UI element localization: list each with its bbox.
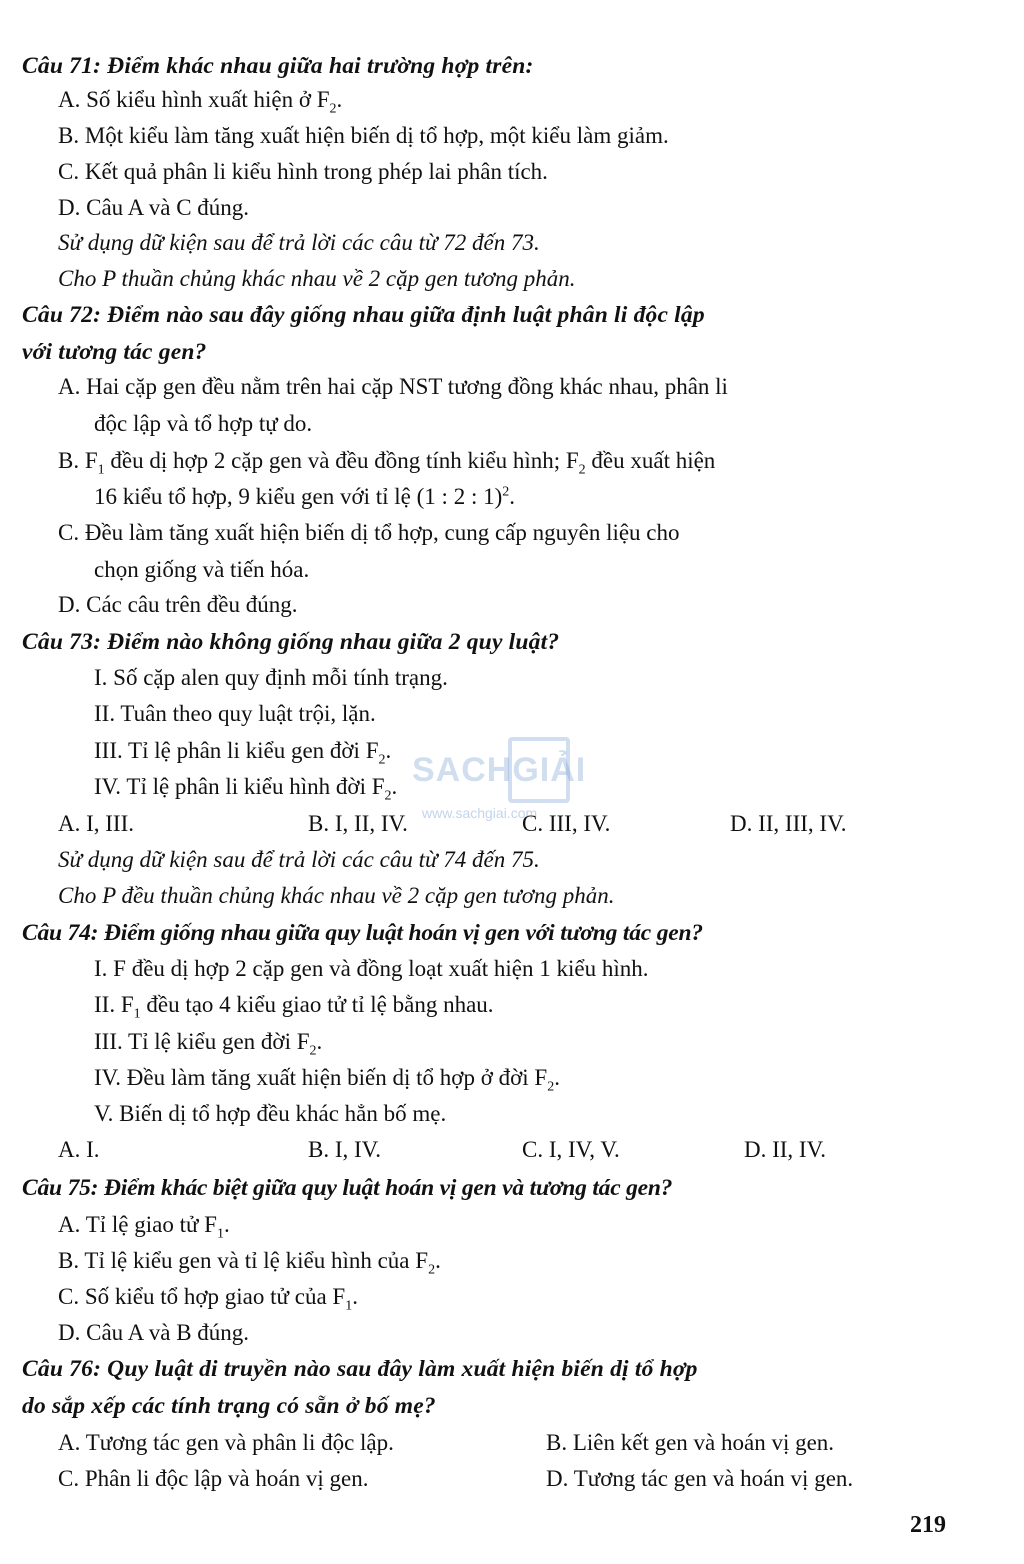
question-74-item-v: V. Biến dị tổ hợp đều khác hẳn bố mẹ. (94, 1101, 447, 1126)
question-72-option-a-line1: A. Hai cặp gen đều nằm trên hai cặp NST tương đồng khác nhau, phân li (58, 374, 728, 399)
question-72-option-c-line1: C. Đều làm tăng xuất hiện biến dị tổ hợp, cung cấp nguyên liệu cho (58, 520, 680, 545)
question-75-option-d: D. Câu A và B đúng. (58, 1320, 250, 1345)
question-73-title: Câu 73: Điểm nào không giống nhau giữa 2 quy luật? (22, 629, 560, 655)
question-71-option-d: D. Câu A và C đúng. (58, 195, 250, 220)
question-74-title: Câu 74: Điểm giống nhau giữa quy luật hoán vị gen với tương tác gen? (22, 920, 703, 946)
question-74-item-ii: II. $F_1$ đều tạo 4 kiểu giao tử tỉ lệ bằng nhau. (94, 992, 494, 1022)
question-74-item-i: I. F đều dị hợp 2 cặp gen và đồng loạt xuất hiện 1 kiểu hình. (94, 956, 649, 981)
question-72-option-a-line2: độc lập và tổ hợp tự do. (94, 411, 313, 436)
question-73-option-b: B. I, II, IV. (308, 811, 408, 836)
question-72-option-b-line1: B. $F_1$ đều dị hợp 2 cặp gen và đều đồng tính kiểu hình; $F_2$ đều xuất hiện (58, 448, 716, 478)
question-75-option-c: C. Số kiểu tổ hợp giao tử của $F_1$. (58, 1284, 358, 1314)
question-73-item-iv: IV. Tỉ lệ phân li kiểu hình đời $F_2$. (94, 774, 398, 804)
question-76-option-c: C. Phân li độc lập và hoán vị gen. (58, 1466, 369, 1491)
instruction-72-73-line2: Cho P thuần chủng khác nhau về 2 cặp gen tương phản. (58, 266, 576, 291)
question-71-title: Câu 71: Điểm khác nhau giữa hai trường hợp trên: (22, 53, 534, 79)
watermark-brand: SACHGIẢI (412, 751, 587, 789)
question-73-item-ii: II. Tuân theo quy luật trội, lặn. (94, 701, 376, 726)
instruction-74-75-line2: Cho P đều thuần chủng khác nhau về 2 cặp gen tương phản. (58, 883, 615, 908)
question-73-option-a: A. I, III. (58, 811, 134, 836)
instruction-74-75-line1: Sử dụng dữ kiện sau để trả lời các câu từ 74 đến 75. (58, 847, 540, 872)
question-71-option-c: C. Kết quả phân li kiểu hình trong phép lai phân tích. (58, 159, 548, 184)
question-76-title-line1: Câu 76: Quy luật di truyền nào sau đây làm xuất hiện biến dị tổ hợp (22, 1356, 698, 1382)
question-76-title-line2: do sắp xếp các tính trạng có sẵn ở bố mẹ? (22, 1393, 436, 1419)
page-number: 219 (910, 1512, 946, 1538)
question-73-item-i: I. Số cặp alen quy định mỗi tính trạng. (94, 665, 448, 690)
instruction-72-73-line1: Sử dụng dữ kiện sau để trả lời các câu từ 72 đến 73. (58, 230, 540, 255)
question-71-option-a: A. Số kiểu hình xuất hiện ở $F_2$. (58, 87, 343, 117)
question-72-option-b-line2: 16 kiểu tổ hợp, 9 kiểu gen với tỉ lệ (1 : 2 : 1)$^2$. (94, 484, 515, 509)
question-74-option-d: D. II, IV. (744, 1137, 826, 1162)
question-73-option-d: D. II, III, IV. (730, 811, 847, 836)
question-74-option-b: B. I, IV. (308, 1137, 382, 1162)
question-74-item-iv: IV. Đều làm tăng xuất hiện biến dị tổ hợp ở đời $F_2$. (94, 1065, 560, 1095)
question-73-option-c: C. III, IV. (522, 811, 611, 836)
question-72-title-line1: Câu 72: Điểm nào sau đây giống nhau giữa định luật phân li độc lập (22, 302, 705, 328)
question-74-option-c: C. I, IV, V. (522, 1137, 620, 1162)
question-76-option-d: D. Tương tác gen và hoán vị gen. (546, 1466, 854, 1491)
question-71-option-b: B. Một kiểu làm tăng xuất hiện biến dị tổ hợp, một kiểu làm giảm. (58, 123, 669, 148)
watermark-logo-box (508, 737, 570, 803)
question-76-option-a: A. Tương tác gen và phân li độc lập. (58, 1430, 394, 1455)
question-74-option-a: A. I. (58, 1137, 100, 1162)
question-73-item-iii: III. Tỉ lệ phân li kiểu gen đời $F_2$. (94, 738, 392, 768)
watermark-url: www.sachgiai.com (422, 805, 538, 821)
question-76-option-b: B. Liên kết gen và hoán vị gen. (546, 1430, 835, 1455)
question-75-option-a: A. Tỉ lệ giao tử $F_1$. (58, 1212, 230, 1242)
question-72-option-d: D. Các câu trên đều đúng. (58, 592, 298, 617)
question-72-title-line2: với tương tác gen? (22, 339, 207, 365)
question-72-option-c-line2: chọn giống và tiến hóa. (94, 557, 310, 582)
question-74-item-iii: III. Tỉ lệ kiểu gen đời $F_2$. (94, 1029, 323, 1059)
question-75-option-b: B. Tỉ lệ kiểu gen và tỉ lệ kiểu hình của $F_2$. (58, 1248, 441, 1278)
question-75-title: Câu 75: Điểm khác biệt giữa quy luật hoán vị gen và tương tác gen? (22, 1175, 673, 1201)
